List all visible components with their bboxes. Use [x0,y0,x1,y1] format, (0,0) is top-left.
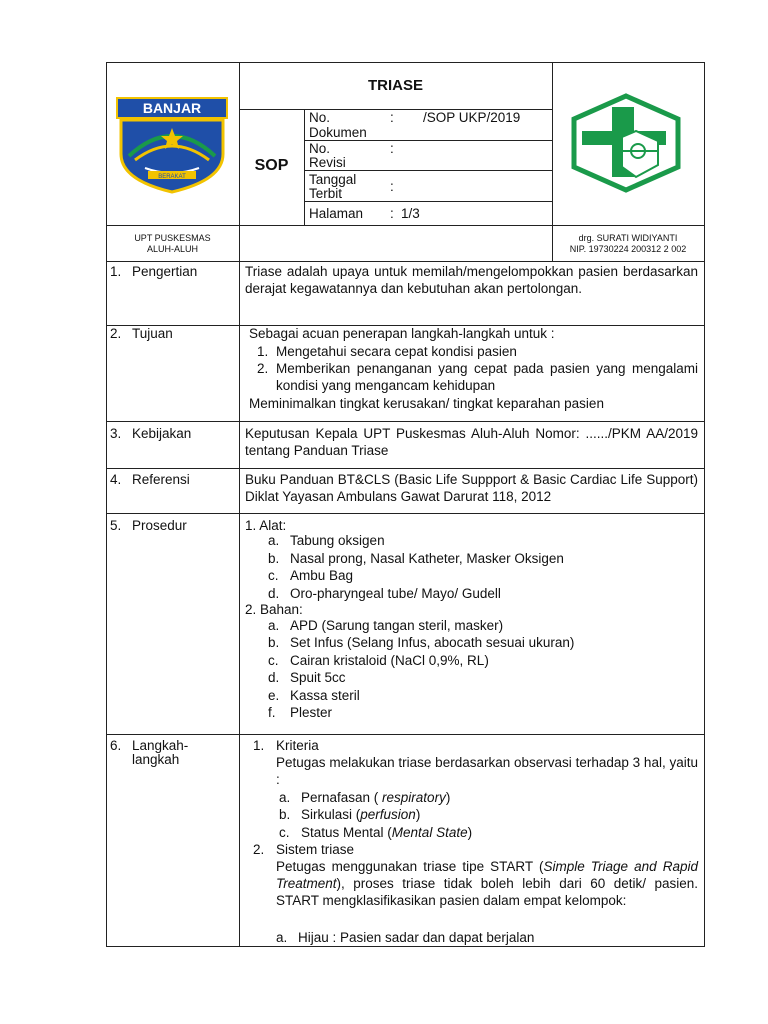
bahan-item-f-num: f. [268,705,276,720]
section-4-label: Referensi [132,472,190,487]
field-no-revisi-label2: Revisi [309,155,346,170]
bahan-item-f-text: Plester [290,705,333,720]
kriteria-item-b-italic: perfusion [360,807,416,822]
section-2-intro: Sebagai acuan penerapan langkah-langkah untuk : [249,326,555,341]
alat-item-d-text: Oro-pharyngeal tube/ Mayo/ Gudell [290,586,501,601]
section-2-number: 2. [110,326,122,341]
table-border-right [704,62,705,947]
sistem-text-italic: Simple Triage and Rapid Treatment [276,859,698,891]
bahan-item-c-text: Cairan kristaloid (NaCl 0,9%, RL) [290,653,489,668]
field-no-dokumen-colon: : [390,110,394,125]
section-1-label: Pengertian [132,264,198,279]
section-2-label: Tujuan [132,326,173,341]
sop-column-line [304,109,305,226]
section-5-label: Prosedur [132,518,187,533]
kriteria-item-b-num: b. [279,807,291,822]
section-2-item-1-text: Mengetahui secara cepat kondisi pasien [276,344,517,359]
kriteria-item-b-end: ) [415,807,421,822]
row-line-2 [106,421,705,422]
sistem-number: 2. [253,842,265,857]
kriteria-item-b [301,806,420,823]
section-2-outro: Meminimalkan tingkat kerusakan/ tingkat keparahan pasien [249,396,604,411]
sistem-item-a-text: Hijau : Pasien sadar dan dapat berjalan [298,930,535,945]
bahan-item-d-text: Spuit 5cc [290,670,346,685]
kriteria-item-c-italic: Mental State [391,825,468,840]
label-column-line [239,62,240,947]
sistem-title: Sistem triase [276,842,355,857]
kriteria-item-c [301,824,472,841]
signer-name: drg. SURATI WIDIYANTI [578,233,678,243]
page-title: TRIASE [367,77,423,94]
bahan-item-a-num: a. [268,618,280,633]
kriteria-item-b-text: Sirkulasi ( [301,807,361,822]
kriteria-item-a-text: Pernafasan ( [301,790,383,805]
section-6-number: 6. [110,738,122,753]
row-line-5 [106,734,705,735]
bahan-item-c-num: c. [268,653,279,668]
field-no-revisi-label: No. [309,141,331,156]
section-3-number: 3. [110,426,122,441]
kriteria-title: Kriteria [276,738,319,753]
bahan-item-b-text: Set Infus (Selang Infus, abocath sesuai ukuran) [290,635,575,650]
alat-item-c-text: Ambu Bag [290,568,354,583]
bahan-item-b-num: b. [268,635,280,650]
bahan-item-e-text: Kassa steril [290,688,360,703]
kriteria-item-a-num: a. [279,790,291,805]
alat-item-a-text: Tabung oksigen [290,533,385,548]
header-bottom-line [106,225,705,226]
section-4-number: 4. [110,472,122,487]
alat-item-b-num: b. [268,551,280,566]
section-2-item-1-num: 1. [257,344,269,359]
sistem-text-part1: Petugas menggunakan triase tipe START ( [276,859,544,874]
field-no-revisi-colon: : [390,141,394,156]
section-2-item-2-num: 2. [257,361,269,376]
field-halaman-value: 1/3 [401,206,420,221]
section-5-alat-title: 1. Alat: [245,518,287,533]
kriteria-item-c-end: ) [467,825,473,840]
puskesmas-logo [570,93,682,193]
field-tanggal-terbit-label: Tanggal [309,172,357,187]
field-no-dokumen-value: /SOP UKP/2019 [423,110,521,125]
section-2-item-2-text: Memberikan penanganan yang cepat pada pasien yang mengalami kondisi yang mengancam kehidupan [276,361,698,393]
alat-item-c-num: c. [268,568,279,583]
section-4-text: Buku Panduan BT&CLS (Basic Life Suppport & Basic Cardiac Life Support) Diklat Yayasan Ambulans Gawat Darurat 118, 2012 [245,472,698,504]
banjar-logo [115,96,229,194]
org-name-line1: UPT PUSKESMAS [134,233,211,243]
bahan-item-d-num: d. [268,670,280,685]
sistem-text [276,858,698,909]
org-row-bottom-line [106,261,705,262]
kriteria-text: Petugas melakukan triase berdasarkan observasi terhadap 3 hal, yaitu : [276,755,698,787]
kriteria-item-c-text: Status Mental ( [301,825,392,840]
kriteria-item-a-end: ) [445,790,451,805]
section-1-number: 1. [110,264,122,279]
row-line-3 [106,468,705,469]
table-border-left [106,62,107,947]
logo-text: BANJAR [142,100,202,116]
alat-item-d-num: d. [268,586,280,601]
table-border-bottom [106,946,705,947]
alat-item-b-text: Nasal prong, Nasal Katheter, Masker Oksigen [290,551,564,566]
kriteria-number: 1. [253,738,265,753]
logo-sub-text: BERAKAT [158,174,186,180]
org-name-line2: ALUH-ALUH [146,244,198,254]
logo-column-line [552,62,553,226]
field-tanggal-terbit-colon: : [390,179,394,194]
section-6-label-line1: Langkah- [132,738,189,753]
section-1-text: Triase adalah upaya untuk memilah/mengelompokkan pasien berdasarkan derajat kegawatannya dan kebutuhan akan pertolongan. [245,264,698,296]
section-3-label: Kebijakan [132,426,192,441]
section-6-label-line2: langkah [132,752,180,767]
alat-item-a-num: a. [268,533,280,548]
field-tanggal-terbit-label2: Terbit [309,186,343,201]
section-5-number: 5. [110,518,122,533]
field-no-dokumen-label: No. [309,110,331,125]
signer-nip: NIP. 19730224 200312 2 002 [569,244,687,254]
section-3-text: Keputusan Kepala UPT Puskesmas Aluh-Aluh Nomor: ....../PKM AA/2019 tentang Panduan Triase [245,426,698,458]
bahan-item-e-num: e. [268,688,280,703]
bahan-item-a-text: APD (Sarung tangan steril, masker) [290,618,504,633]
sistem-item-a-num: a. [276,930,288,945]
field-halaman-colon: : [390,206,394,221]
table-border-top [106,62,705,63]
section-5-bahan-title: 2. Bahan: [245,602,303,617]
field-halaman-label: Halaman [309,206,364,221]
sop-label: SOP [254,157,289,174]
kriteria-item-a-italic: respiratory [382,790,446,805]
row-line-4 [106,513,705,514]
kriteria-item-a [301,789,450,806]
kriteria-item-c-num: c. [279,825,290,840]
sistem-text-part2: ), proses triase tidak boleh lebih dari 60 detik/ pasien. START mengklasifikasikan pasien dalam empat kelompok: [276,876,698,908]
field-no-dokumen-label2: Dokumen [309,125,367,140]
